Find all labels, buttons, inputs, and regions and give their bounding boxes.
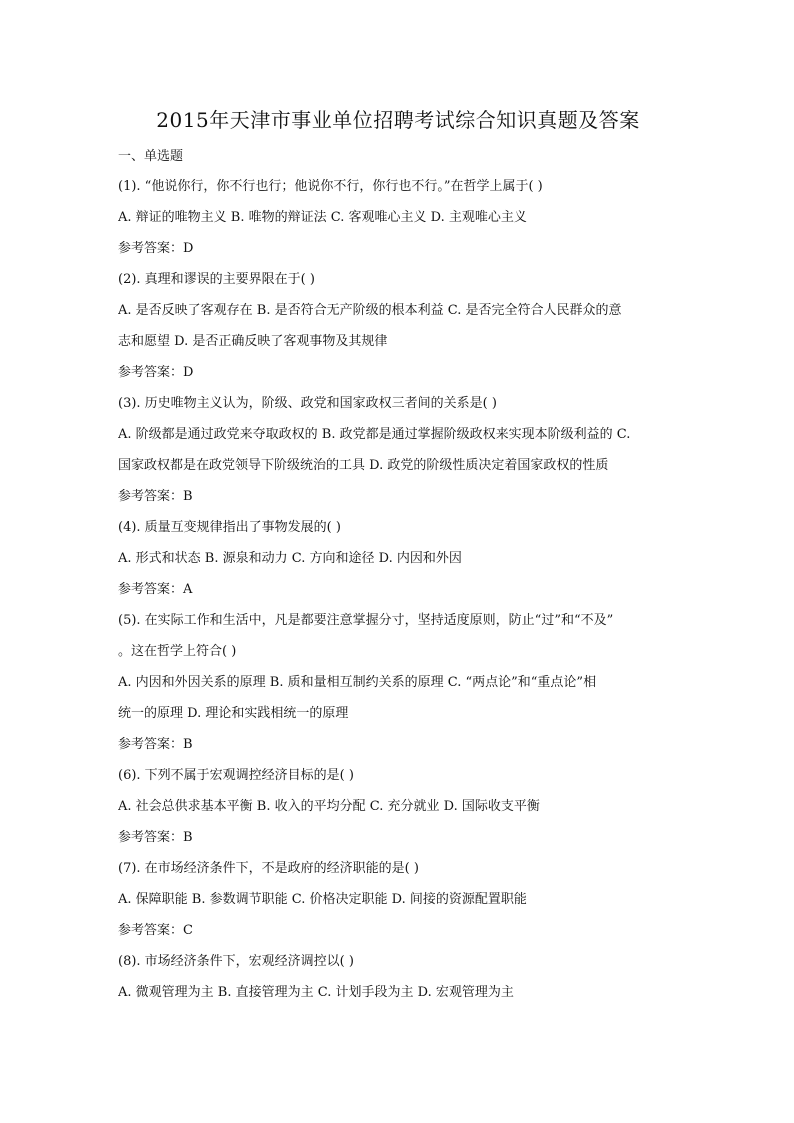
answer-line: 参考答案：A [118, 582, 193, 597]
question-line: (6). 下列不属于宏观调控经济目标的是( ) [118, 768, 354, 783]
options-line: A. 社会总供求基本平衡 B. 收入的平均分配 C. 充分就业 D. 国际收支平衡 [118, 799, 540, 814]
question-line: (7). 在市场经济条件下，不是政府的经济职能的是( ) [118, 861, 419, 876]
answer-line: 参考答案：B [118, 737, 193, 752]
text-line: 。这在哲学上符合( ) [118, 644, 237, 659]
answer-line: 参考答案：C [118, 923, 193, 938]
answer-line: 参考答案：B [118, 830, 193, 845]
options-line: A. 形式和状态 B. 源泉和动力 C. 方向和途径 D. 内因和外因 [118, 551, 462, 566]
options-line: A. 辩证的唯物主义 B. 唯物的辩证法 C. 客观唯心主义 D. 主观唯心主义 [118, 210, 527, 225]
answer-line: 参考答案：D [118, 241, 194, 256]
options-line: A. 内因和外因关系的原理 B. 质和量相互制约关系的原理 C. “两点论”和“重点论”相 [118, 675, 597, 690]
answer-line: 参考答案：D [118, 365, 194, 380]
question-line: (2). 真理和谬误的主要界限在于( ) [118, 272, 315, 287]
options-line: A. 保障职能 B. 参数调节职能 C. 价格决定职能 D. 间接的资源配置职能 [118, 892, 527, 907]
document-body [118, 104, 678, 1008]
text-line: 统一的原理 D. 理论和实践相统一的原理 [118, 706, 349, 721]
section-heading: 一、单选题 [118, 149, 184, 164]
options-line: A. 是否反映了客观存在 B. 是否符合无产阶级的根本利益 C. 是否完全符合人民群众的意 [118, 303, 622, 318]
question-line: (1). “他说你行，你不行也行；他说你不行，你行也不行。”在哲学上属于( ) [118, 179, 543, 194]
question-line: (8). 市场经济条件下，宏观经济调控以( ) [118, 954, 354, 969]
question-list [118, 171, 678, 1008]
options-line: A. 阶级都是通过政党来夺取政权的 B. 政党都是通过掌握阶级政权来实现本阶级利益的 C. [118, 427, 631, 442]
document-title: 2015年天津市事业单位招聘考试综合知识真题及答案 [156, 108, 640, 132]
text-line: 国家政权都是在政党领导下阶级统治的工具 D. 政党的阶级性质决定着国家政权的性质 [118, 458, 609, 473]
question-line: (3). 历史唯物主义认为，阶级、政党和国家政权三者间的关系是( ) [118, 396, 497, 411]
text-line: 志和愿望 D. 是否正确反映了客观事物及其规律 [118, 334, 388, 349]
options-line: A. 微观管理为主 B. 直接管理为主 C. 计划手段为主 D. 宏观管理为主 [118, 985, 514, 1000]
question-line: (4). 质量互变规律指出了事物发展的( ) [118, 520, 341, 535]
question-line: (5). 在实际工作和生活中，凡是都要注意掌握分寸，坚持适度原则，防止“过”和“不及” [118, 613, 614, 628]
answer-line: 参考答案：B [118, 489, 193, 504]
